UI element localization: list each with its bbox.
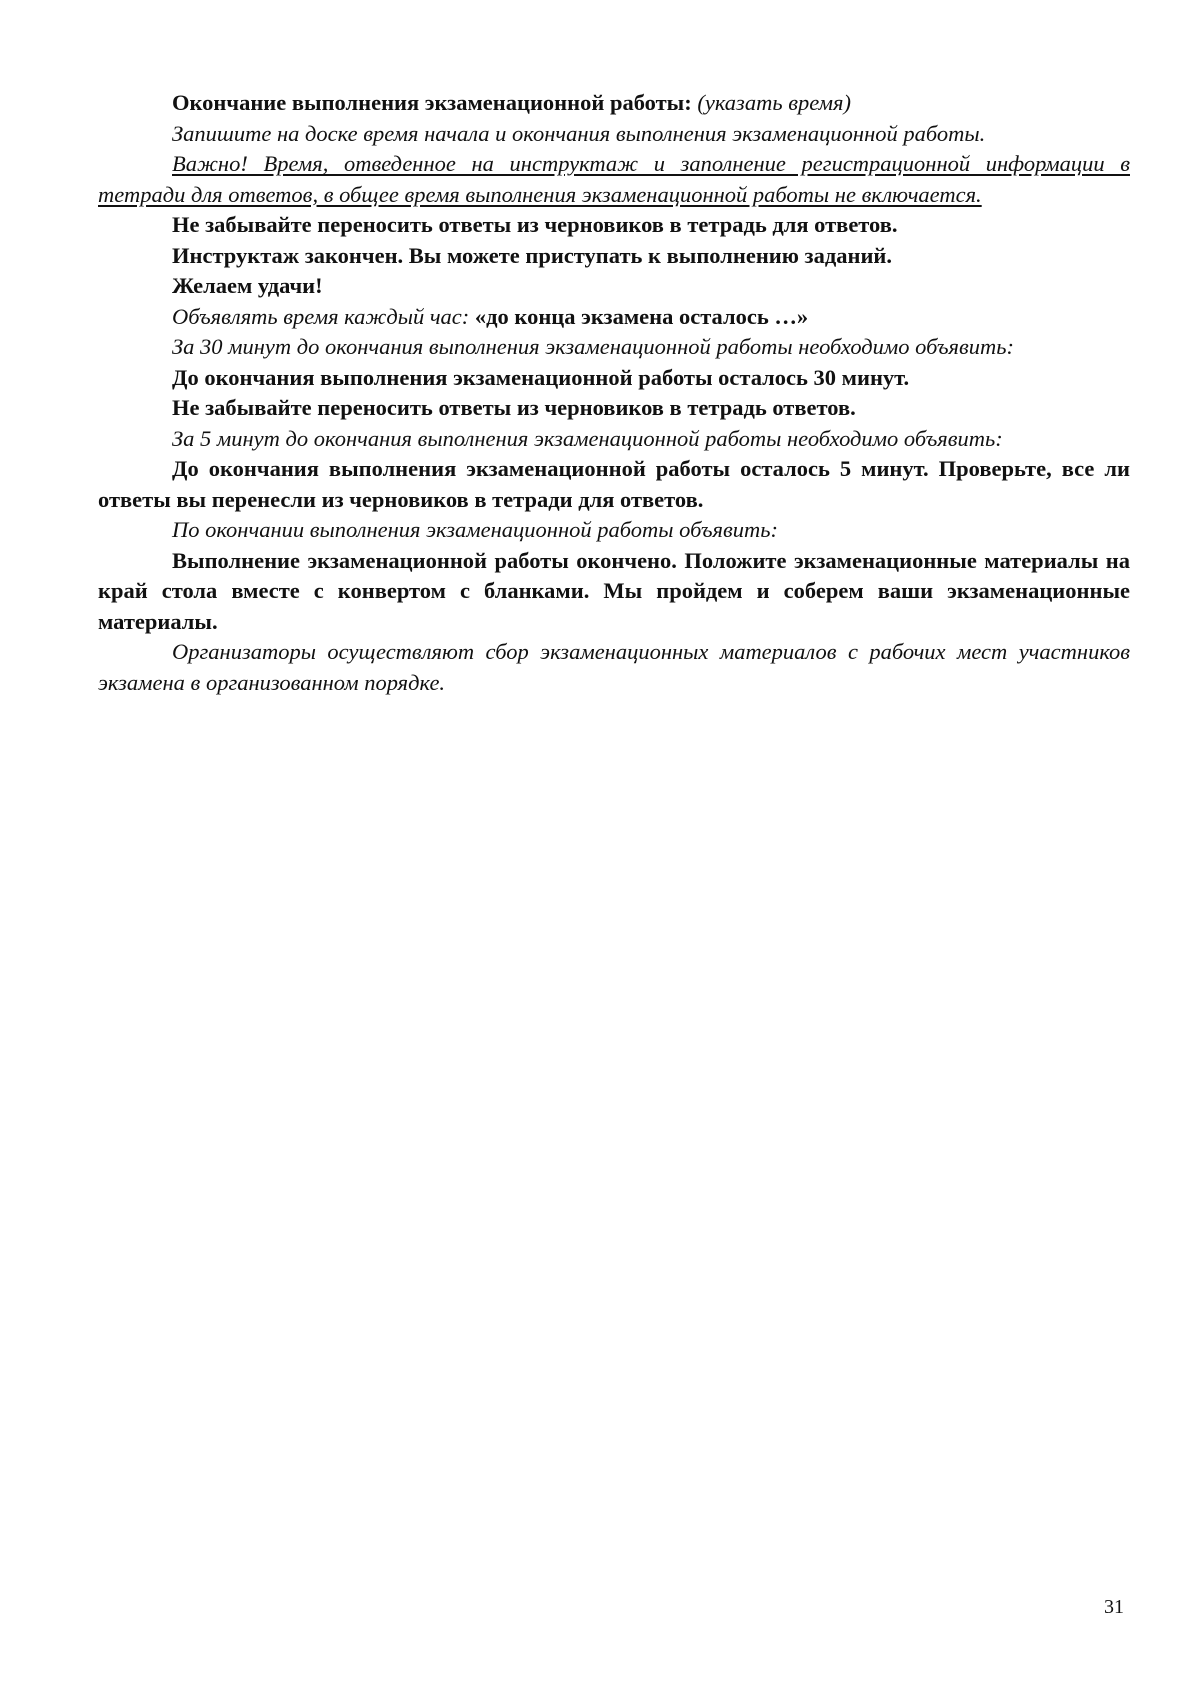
important-note: Важно! Время, отведенное на инструктаж и заполнение регистрационной информации в тетради для ответов, в общее время выполнения экзаменационной работы не включается. bbox=[98, 151, 1130, 207]
thirty-minute-announcement: До окончания выполнения экзаменационной работы осталось 30 минут. bbox=[172, 364, 910, 390]
transfer-answers-reminder-2: Не забывайте переносить ответы из черновиков в тетрадь ответов. bbox=[172, 395, 856, 420]
transfer-answers-reminder: Не забывайте переносить ответы из черновиков в тетрадь для ответов. bbox=[172, 212, 898, 237]
good-luck: Желаем удачи! bbox=[172, 273, 323, 298]
page-number: 31 bbox=[1104, 1596, 1124, 1618]
hourly-announcement-line bbox=[98, 302, 1130, 333]
five-minute-instruction: За 5 минут до окончания выполнения экзаменационной работы необходимо объявить: bbox=[172, 425, 1003, 451]
document-body bbox=[98, 88, 1130, 698]
hourly-announcement-text: «до конца экзамена осталось …» bbox=[474, 303, 809, 329]
hourly-announcement-instruction: Объявлять время каждый час: bbox=[172, 303, 470, 329]
write-time-instruction: Запишите на доске время начала и окончания выполнения экзаменационной работы. bbox=[172, 120, 986, 146]
briefing-finished: Инструктаж закончен. Вы можете приступать к выполнению заданий. bbox=[172, 242, 892, 268]
exam-end-time-line bbox=[98, 88, 1130, 119]
exam-end-announcement: Выполнение экзаменационной работы окончено. Положите экзаменационные материалы на край стола вместе с конвертом с бланками. Мы пройдем и соберем ваши экзаменационные материалы. bbox=[98, 547, 1130, 634]
exam-end-instruction: По окончании выполнения экзаменационной работы объявить: bbox=[172, 517, 778, 542]
thirty-minute-instruction: За 30 минут до окончания выполнения экзаменационной работы необходимо объявить: bbox=[172, 334, 1015, 359]
exam-end-hint: (указать время) bbox=[697, 90, 851, 115]
exam-end-label: Окончание выполнения экзаменационной работы: bbox=[172, 90, 692, 115]
five-minute-announcement: До окончания выполнения экзаменационной работы осталось 5 минут. Проверьте, все ли ответы вы перенесли из черновиков в тетради для ответов. bbox=[98, 456, 1130, 512]
materials-collection-note: Организаторы осуществляют сбор экзаменационных материалов с рабочих мест участников экзамена в организованном порядке. bbox=[98, 639, 1130, 695]
